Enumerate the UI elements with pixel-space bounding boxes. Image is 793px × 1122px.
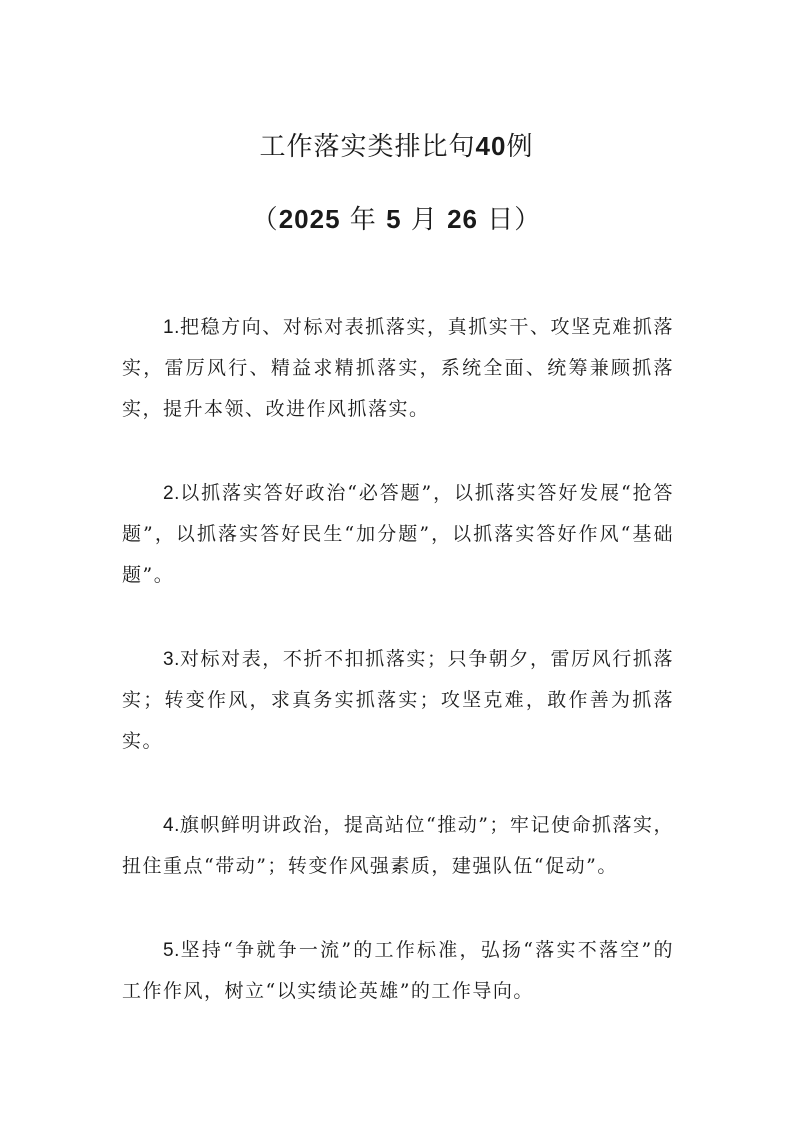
paragraph-text: 旗帜鲜明讲政治，提高站位“推动”；牢记使命抓落实，扭住重点“带动”；转变作风强素质，建强队伍“促动”。 xyxy=(122,814,674,877)
paragraph-4 xyxy=(122,805,674,887)
date-day-unit: 日 xyxy=(487,205,515,235)
paragraph-3 xyxy=(122,639,674,762)
paragraph-number: 4. xyxy=(163,815,180,836)
date-year-unit: 年 xyxy=(349,205,377,235)
paragraph-number: 2. xyxy=(163,483,180,504)
date-year: 2025 xyxy=(278,204,341,234)
date-month-unit: 月 xyxy=(410,205,438,235)
paragraph-1 xyxy=(122,307,674,430)
paragraph-text: 坚持“争就争一流”的工作标准，弘扬“落实不落空”的工作作风，树立“以实绩论英雄”的工作导向。 xyxy=(122,939,674,1002)
paragraph-text: 以抓落实答好政治“必答题”，以抓落实答好发展“抢答题”，以抓落实答好民生“加分题”，以抓落实答好作风“基础题”。 xyxy=(122,482,674,586)
paragraph-5 xyxy=(122,930,674,1012)
title-suffix: 例 xyxy=(506,132,534,162)
date-month: 5 xyxy=(386,204,402,234)
date-close-paren: ） xyxy=(514,205,542,235)
paragraph-number: 1. xyxy=(163,317,180,338)
document-title xyxy=(0,126,793,163)
paragraph-text: 对标对表，不折不扣抓落实；只争朝夕，雷厉风行抓落实；转变作风，求真务实抓落实；攻坚克难，敢作善为抓落实。 xyxy=(122,648,674,752)
title-count: 40 xyxy=(475,131,507,161)
paragraph-2 xyxy=(122,473,674,596)
date-day: 26 xyxy=(447,204,479,234)
title-text: 工作落实类排比句 xyxy=(259,132,476,162)
paragraph-text: 把稳方向、对标对表抓落实，真抓实干、攻坚克难抓落实，雷厉风行、精益求精抓落实，系统全面、统筹兼顾抓落实，提升本领、改进作风抓落实。 xyxy=(122,316,674,420)
document-date xyxy=(0,199,793,236)
paragraph-number: 3. xyxy=(163,649,180,670)
paragraph-number: 5. xyxy=(163,940,180,961)
date-open-paren: （ xyxy=(251,205,279,235)
